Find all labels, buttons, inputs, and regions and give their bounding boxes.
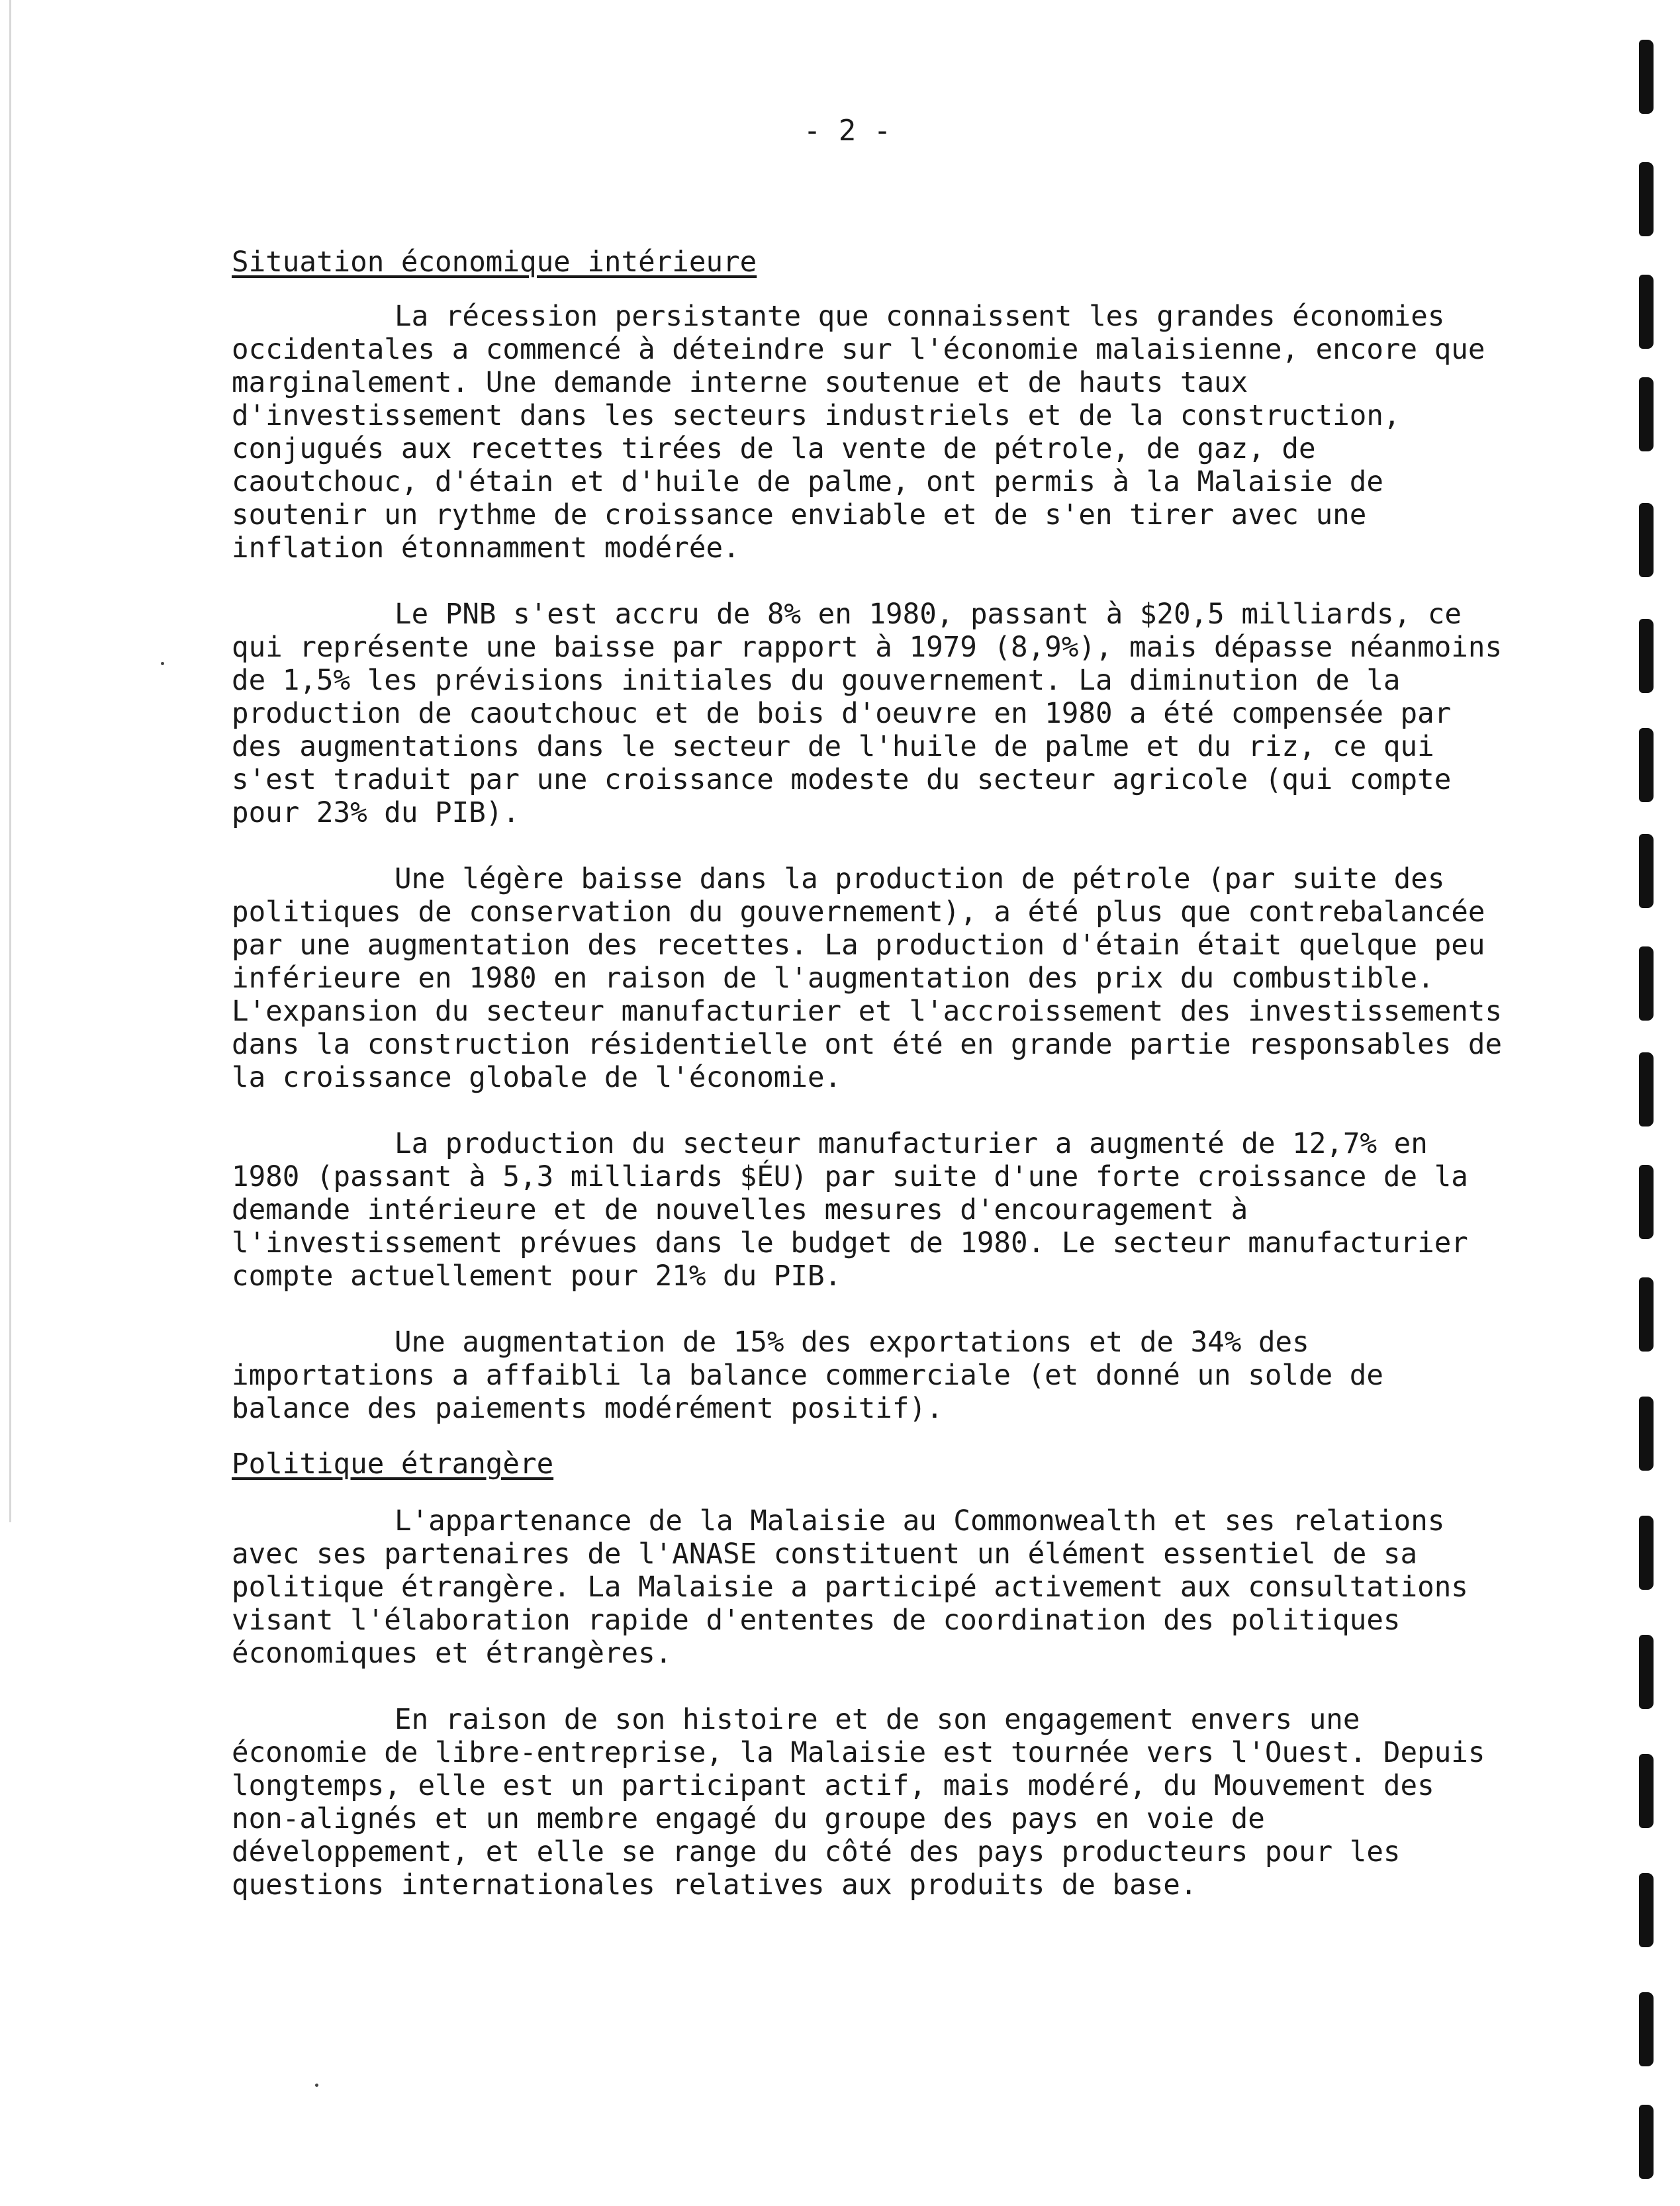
punch-hole xyxy=(1639,162,1654,236)
punch-hole xyxy=(1639,1754,1654,1828)
punch-hole xyxy=(1639,1635,1654,1709)
punch-hole xyxy=(1639,377,1654,451)
paragraph: En raison de son histoire et de son engagement envers une économie de libre-entreprise, la Malaisie est tournée vers l'Ouest. Depuis longtemps, elle est un participant actif, mais modéré, du Mouvement des non-alignés et un membre engagé du groupe des pays en voie de développement, et elle se range du côté des pays producteurs pour les questions internationales relatives aux produits de base. xyxy=(232,1704,1485,1902)
page-number: - 2 - xyxy=(803,114,892,148)
punch-hole xyxy=(1639,503,1654,577)
punch-hole xyxy=(1639,1992,1654,2066)
scan-edge-line xyxy=(9,0,11,1522)
binder-punch-holes xyxy=(1634,40,1660,2184)
scan-speck xyxy=(315,2084,318,2087)
paragraph: La récession persistante que connaissent les grandes économies occidentales a commencé à déteindre sur l'économie malaisienne, encore que marginalement. Une demande interne soutenue et de hauts taux d'investissement dans les secteurs industriels et de la construction, conjugués aux recettes tirées de la vente de pétrole, de gaz, de caoutchouc, d'étain et d'huile de palme, ont permis à la Malaisie de soutenir un rythme de croissance enviable et de s'en tirer avec une inflation étonnamment modérée. xyxy=(232,300,1485,565)
document-body xyxy=(232,246,1503,1935)
section-heading-domestic: Situation économique intérieure xyxy=(232,246,757,279)
paragraph: Une légère baisse dans la production de pétrole (par suite des politiques de conservation du gouvernement), a été plus que contrebalancée par une augmentation des recettes. La production d'étain était quelque peu inférieure en 1980 en raison de l'augmentation des prix du combustible. L'expansion du secteur manufacturier et l'accroissement des investissements dans la construction résidentielle ont été en grande partie responsables de la croissance globale de l'économie. xyxy=(232,863,1503,1094)
section-heading-foreign: Politique étrangère xyxy=(232,1448,554,1481)
punch-hole xyxy=(1639,834,1654,908)
punch-hole xyxy=(1639,1516,1654,1590)
punch-hole xyxy=(1639,40,1654,114)
punch-hole xyxy=(1639,946,1654,1021)
punch-hole xyxy=(1639,728,1654,802)
punch-hole xyxy=(1639,1873,1654,1947)
scan-speck xyxy=(161,662,164,665)
punch-hole xyxy=(1639,1052,1654,1126)
punch-hole xyxy=(1639,619,1654,693)
paragraph: Le PNB s'est accru de 8% en 1980, passant à $20,5 milliards, ce qui représente une baisse par rapport à 1979 (8,9%), mais dépasse néanmoins de 1,5% les prévisions initiales du gouvernement. La diminution de la production de caoutchouc et de bois d'oeuvre en 1980 a été compensée par des augmentations dans le secteur de l'huile de palme et du riz, ce qui s'est traduit par une croissance modeste du secteur agricole (qui compte pour 23% du PIB). xyxy=(232,598,1503,829)
punch-hole xyxy=(1639,1397,1654,1471)
punch-hole xyxy=(1639,2105,1654,2179)
paragraph: Une augmentation de 15% des exportations et de 34% des importations a affaibli la balance commerciale (et donné un solde de balance des paiements modérément positif). xyxy=(232,1326,1383,1425)
paragraph: L'appartenance de la Malaisie au Commonwealth et ses relations avec ses partenaires de l'ANASE constituent un élément essentiel de sa politique étrangère. La Malaisie a participé activement aux consultations visant l'élaboration rapide d'ententes de coordination des politiques économiques et étrangères. xyxy=(232,1505,1468,1670)
paragraph: La production du secteur manufacturier a augmenté de 12,7% en 1980 (passant à 5,3 milliards $ÉU) par suite d'une forte croissance de la demande intérieure et de nouvelles mesures d'encouragement à l'investissement prévues dans le budget de 1980. Le secteur manufacturier compte actuellement pour 21% du PIB. xyxy=(232,1128,1468,1293)
punch-hole xyxy=(1639,275,1654,349)
punch-hole xyxy=(1639,1277,1654,1352)
punch-hole xyxy=(1639,1165,1654,1239)
